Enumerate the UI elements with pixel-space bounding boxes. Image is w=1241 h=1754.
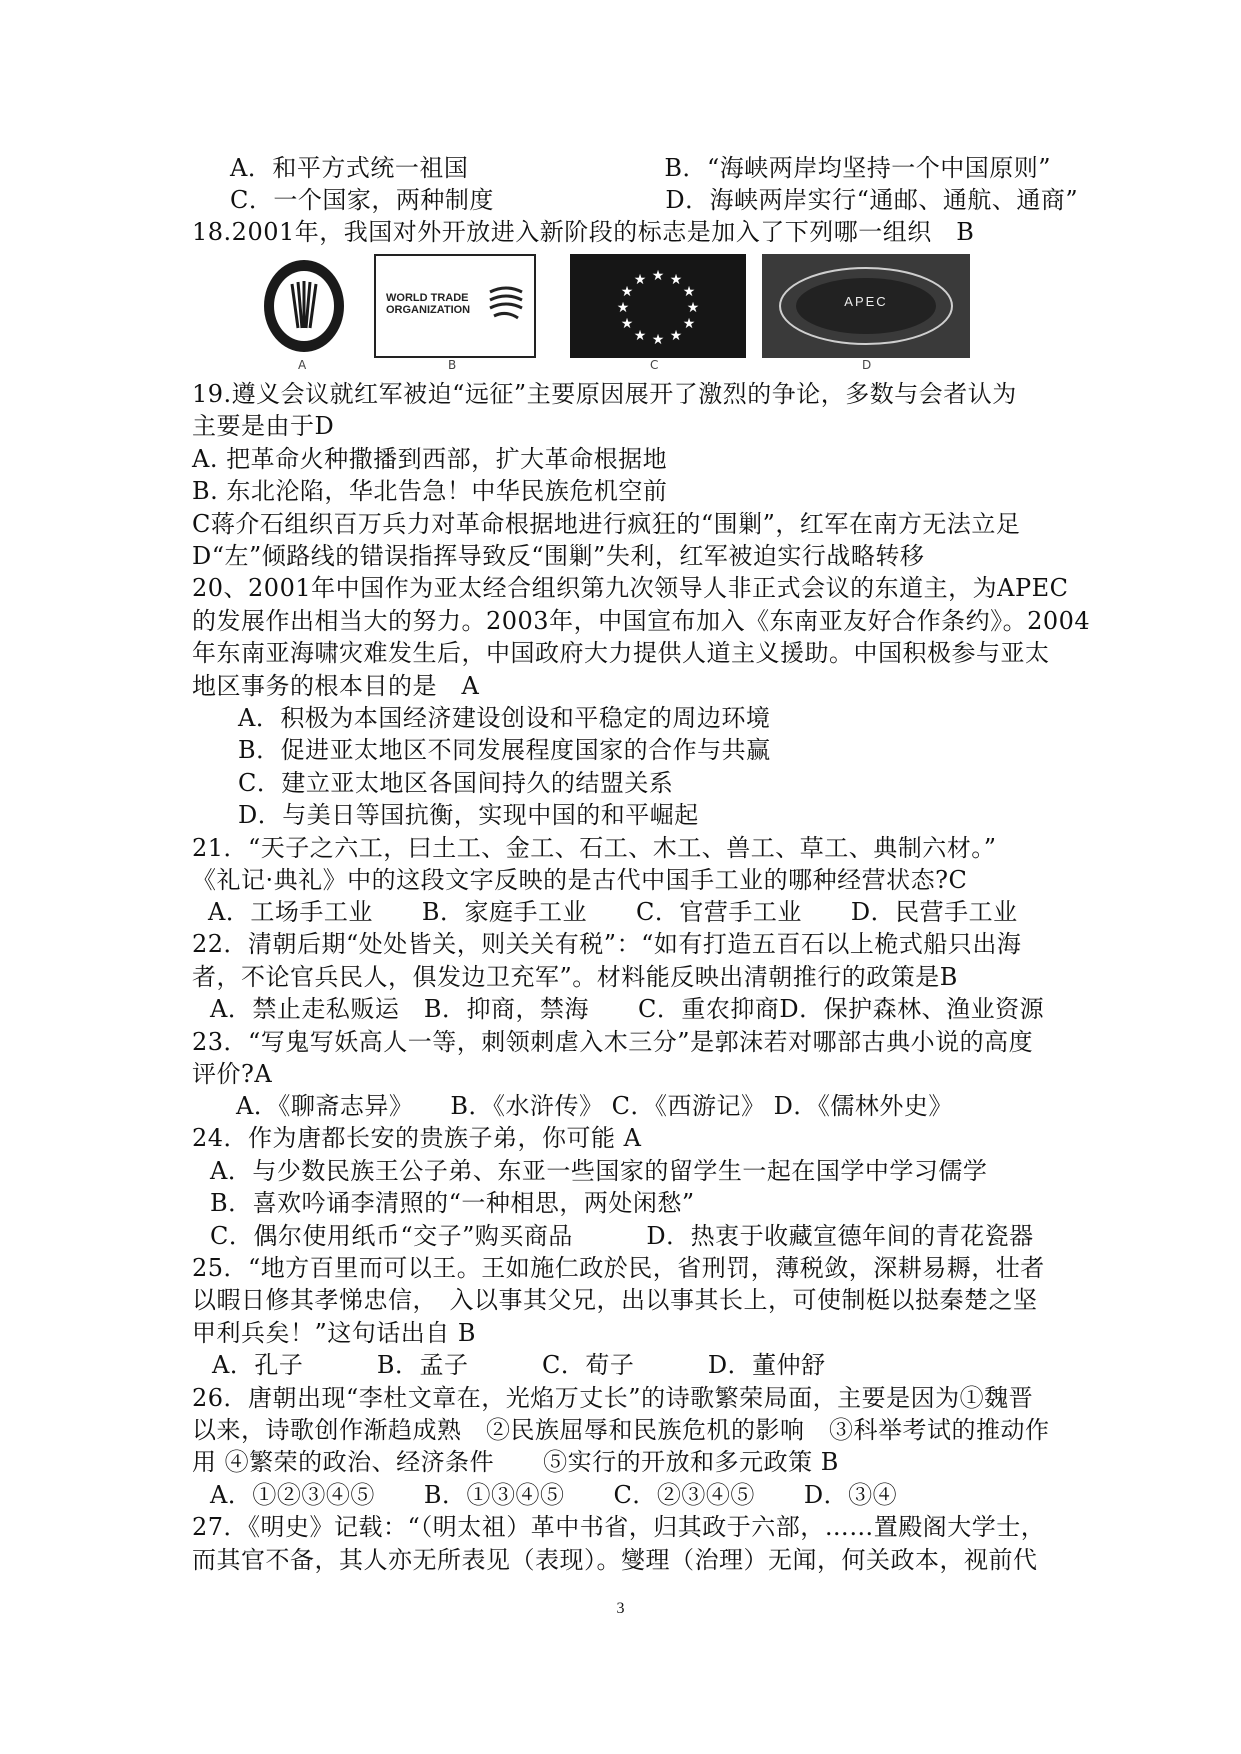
- svg-text:★: ★: [669, 328, 683, 344]
- eu-flag-logo: [570, 254, 746, 358]
- question-25: 25．“地方百里而可以王。王如施仁政於民，省刑罚，薄税敛，深耕易耨，壮者: [192, 1254, 1045, 1282]
- question-27-cont: 而其官不备，其人亦无所表见（表现）。燮理（治理）无闻，何关政本，视前代: [192, 1546, 1038, 1574]
- question-22-cont: 者，不论官兵民人，俱发边卫充军”。材料能反映出清朝推行的政策是B: [192, 963, 958, 991]
- logo-label-c: C: [650, 358, 659, 372]
- apec-logo: [762, 254, 970, 358]
- svg-text:★: ★: [620, 316, 634, 332]
- logo-label-a: A: [298, 358, 307, 372]
- option-line: A．①②③④⑤ B．①③④⑤ C．②③④⑤ D．③④: [210, 1481, 898, 1509]
- question-18: 18.2001年，我国对外开放进入新阶段的标志是加入了下列哪一组织 B: [192, 218, 975, 246]
- question-20-cont: 的发展作出相当大的努力。2003年，中国宣布加入《东南亚友好合作条约》。2004: [192, 607, 1091, 635]
- question-26-cont: 以来，诗歌创作渐趋成熟 ②民族屈辱和民族危机的影响 ③科举考试的推动作: [192, 1416, 1050, 1444]
- svg-text:★: ★: [682, 284, 696, 300]
- svg-text:★: ★: [633, 328, 647, 344]
- question-25-cont: 以暇日修其孝悌忠信， 入以事其父兄，出以事其长上，可使制梃以挞秦楚之坚: [192, 1286, 1038, 1314]
- page-number: 3: [616, 1600, 625, 1617]
- option-line: A．《聊斋志异》 B．《水浒传》 C．《西游记》 D．《儒林外史》: [236, 1092, 953, 1120]
- question-21-cont: 《礼记·典礼》中的这段文字反映的是古代中国手工业的哪种经营状态?C: [192, 866, 968, 894]
- question-19-cont: 主要是由于D: [192, 412, 335, 440]
- option-line: C．偶尔使用纸币“交子”购买商品 D．热衷于收藏宣德年间的青花瓷器: [210, 1222, 1034, 1250]
- svg-text:★: ★: [616, 300, 630, 316]
- svg-text:★: ★: [669, 272, 683, 288]
- asean-logo: [258, 254, 350, 358]
- option-line: A．积极为本国经济建设创设和平稳定的周边环境: [238, 704, 771, 732]
- organization-logos-figure: [258, 250, 970, 372]
- svg-text:★: ★: [651, 332, 665, 348]
- question-20-cont: 地区事务的根本目的是 A: [192, 672, 480, 700]
- option-line: A．和平方式统一祖国 B．“海峡两岸均坚持一个中国原则”: [230, 154, 1052, 182]
- option-line: A．孔子 B．孟子 C．荀子 D．董仲舒: [212, 1351, 826, 1379]
- svg-text:★: ★: [651, 268, 665, 284]
- question-23-cont: 评价?A: [192, 1060, 273, 1088]
- question-20: 20、2001年中国作为亚太经合组织第九次领导人非正式会议的东道主，为APEC: [192, 574, 1069, 602]
- option-line: A．与少数民族王公子弟、东亚一些国家的留学生一起在国学中学习儒学: [210, 1157, 988, 1185]
- wto-logo: [374, 254, 536, 358]
- option-line: A．禁止走私贩运 B．抑商，禁海 C．重农抑商D．保护森林、渔业资源: [210, 995, 1045, 1023]
- svg-text:★: ★: [686, 300, 700, 316]
- svg-text:★: ★: [633, 272, 647, 288]
- option-line: B．喜欢吟诵李清照的“一种相思，两处闲愁”: [210, 1189, 695, 1217]
- option-line: C蒋介石组织百万兵力对革命根据地进行疯狂的“围剿”，红军在南方无法立足: [192, 510, 1021, 538]
- option-line: D“左”倾路线的错误指挥导致反“围剿”失利，红军被迫实行战略转移: [192, 542, 925, 570]
- option-line: B．促进亚太地区不同发展程度国家的合作与共赢: [238, 736, 771, 764]
- question-23: 23．“写鬼写妖高人一等，刺领刺虐入木三分”是郭沫若对哪部古典小说的高度: [192, 1028, 1034, 1056]
- option-line: B. 东北沦陷，华北告急！中华民族危机空前: [192, 477, 668, 505]
- logo-label-d: D: [862, 358, 872, 372]
- svg-text:★: ★: [620, 284, 634, 300]
- question-24: 24．作为唐都长安的贵族子弟，你可能 A: [192, 1124, 642, 1152]
- question-26: 26．唐朝出现“李杜文章在，光焰万丈长”的诗歌繁荣局面，主要是因为①魏晋: [192, 1384, 1034, 1412]
- question-20-cont: 年东南亚海啸灾难发生后，中国政府大力提供人道主义援助。中国积极参与亚太: [192, 639, 1050, 667]
- question-27: 27．《明史》记载：“（明太祖）革中书省，归其政于六部，……置殿阁大学士，: [192, 1513, 1046, 1541]
- option-line: A．工场手工业 B．家庭手工业 C．官营手工业 D．民营手工业: [208, 898, 1018, 926]
- wto-logo-text: WORLD TRADE ORGANIZATION: [386, 292, 471, 316]
- question-26-cont: 用 ④繁荣的政治、经济条件 ⑤实行的开放和多元政策 B: [192, 1448, 839, 1476]
- question-21: 21．“天子之六工，曰土工、金工、石工、木工、兽工、草工、典制六材。”: [192, 834, 997, 862]
- question-22: 22．清朝后期“处处皆关，则关关有税”：“如有打造五百石以上桅式船只出海: [192, 930, 1022, 958]
- question-25-cont: 甲利兵矣！”这句话出自 B: [192, 1319, 477, 1347]
- question-19: 19.遵义会议就红军被迫“远征”主要原因展开了激烈的争论，多数与会者认为: [192, 380, 1017, 408]
- logo-label-b: B: [448, 358, 457, 372]
- option-line: C．建立亚太地区各国间持久的结盟关系: [238, 769, 674, 797]
- svg-text:★: ★: [682, 316, 696, 332]
- option-line: C．一个国家，两种制度 D．海峡两岸实行“通邮、通航、通商”: [230, 186, 1079, 214]
- apec-logo-text: APEC: [844, 294, 888, 309]
- wto-swirl-icon: [486, 282, 526, 332]
- option-line: D．与美日等国抗衡，实现中国的和平崛起: [238, 801, 699, 829]
- option-line: A. 把革命火种撒播到西部，扩大革命根据地: [192, 445, 668, 473]
